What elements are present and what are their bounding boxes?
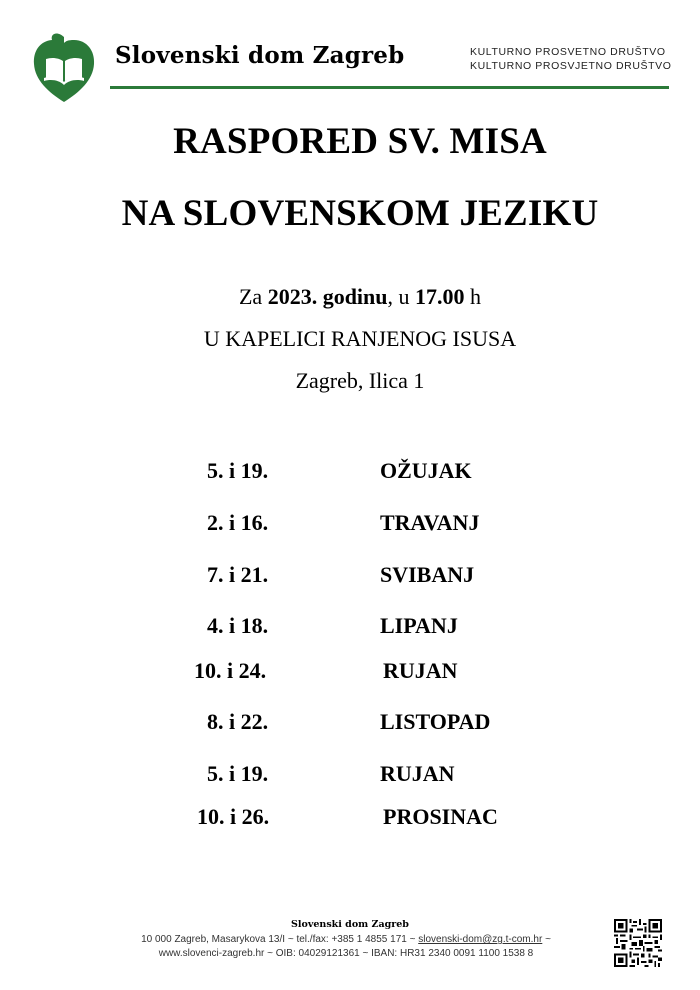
footer-address-phone: 10 000 Zagreb, Masarykova 13/I ~ tel./fax: +385 1 4855 171 ~ xyxy=(141,934,419,945)
time-text: 17.00 xyxy=(415,284,465,309)
row-6-month: LISTOPAD xyxy=(380,709,491,734)
footer-contact-line xyxy=(0,934,696,945)
za-text: Za xyxy=(238,284,263,309)
title-line-1: RASPORED SV. MISA xyxy=(173,121,547,162)
qr-code-icon xyxy=(614,919,662,967)
row-7-dates: 5. i 19. xyxy=(207,761,269,786)
header-divider xyxy=(110,86,669,89)
row-6-dates: 8. i 22. xyxy=(207,709,269,734)
row-2-dates: 2. i 16. xyxy=(207,510,269,535)
footer-web-oib-iban: www.slovenci-zagreb.hr ~ OIB: 04029121361 ~ IBAN: HR31 2340 0091 1100 1538 8 xyxy=(158,948,534,959)
venue-address: Zagreb, Ilica 1 xyxy=(295,368,425,393)
organization-name: Slovenski dom Zagreb xyxy=(115,42,405,69)
row-7-month: RUJAN xyxy=(380,761,455,786)
footer-org-name: Slovenski dom Zagreb xyxy=(291,919,409,930)
row-3-month: SVIBANJ xyxy=(380,562,475,587)
hour-unit: h xyxy=(470,284,482,309)
tagline-croatian: KULTURNO PROSVJETNO DRUŠTVO xyxy=(470,60,672,72)
row-4-dates: 4. i 18. xyxy=(207,613,269,638)
row-1-dates: 5. i 19. xyxy=(207,458,269,483)
row-5-dates: 10. i 24. xyxy=(194,658,267,683)
row-1-month: OŽUJAK xyxy=(380,458,472,483)
tagline-slovenian: KULTURNO PROSVETNO DRUŠTVO xyxy=(470,46,666,58)
row-5-month: RUJAN xyxy=(383,658,458,683)
row-4-month: LIPANJ xyxy=(380,613,458,638)
leaf-book-logo-icon xyxy=(32,31,96,103)
row-2-month: TRAVANJ xyxy=(380,510,480,535)
venue-name: U KAPELICI RANJENOG ISUSA xyxy=(203,326,517,351)
title-line-2: NA SLOVENSKOM JEZIKU xyxy=(121,193,599,234)
row-8-month: PROSINAC xyxy=(383,804,498,829)
row-3-dates: 7. i 21. xyxy=(207,562,269,587)
year-time-line xyxy=(0,284,700,310)
u-text: , u xyxy=(387,284,410,309)
row-8-dates: 10. i 26. xyxy=(197,804,270,829)
footer-email-link[interactable]: slovenski-dom@zg.t-com.hr xyxy=(418,934,543,945)
year-text: 2023. godinu xyxy=(267,284,388,309)
footer-line-end: ~ xyxy=(542,934,551,945)
